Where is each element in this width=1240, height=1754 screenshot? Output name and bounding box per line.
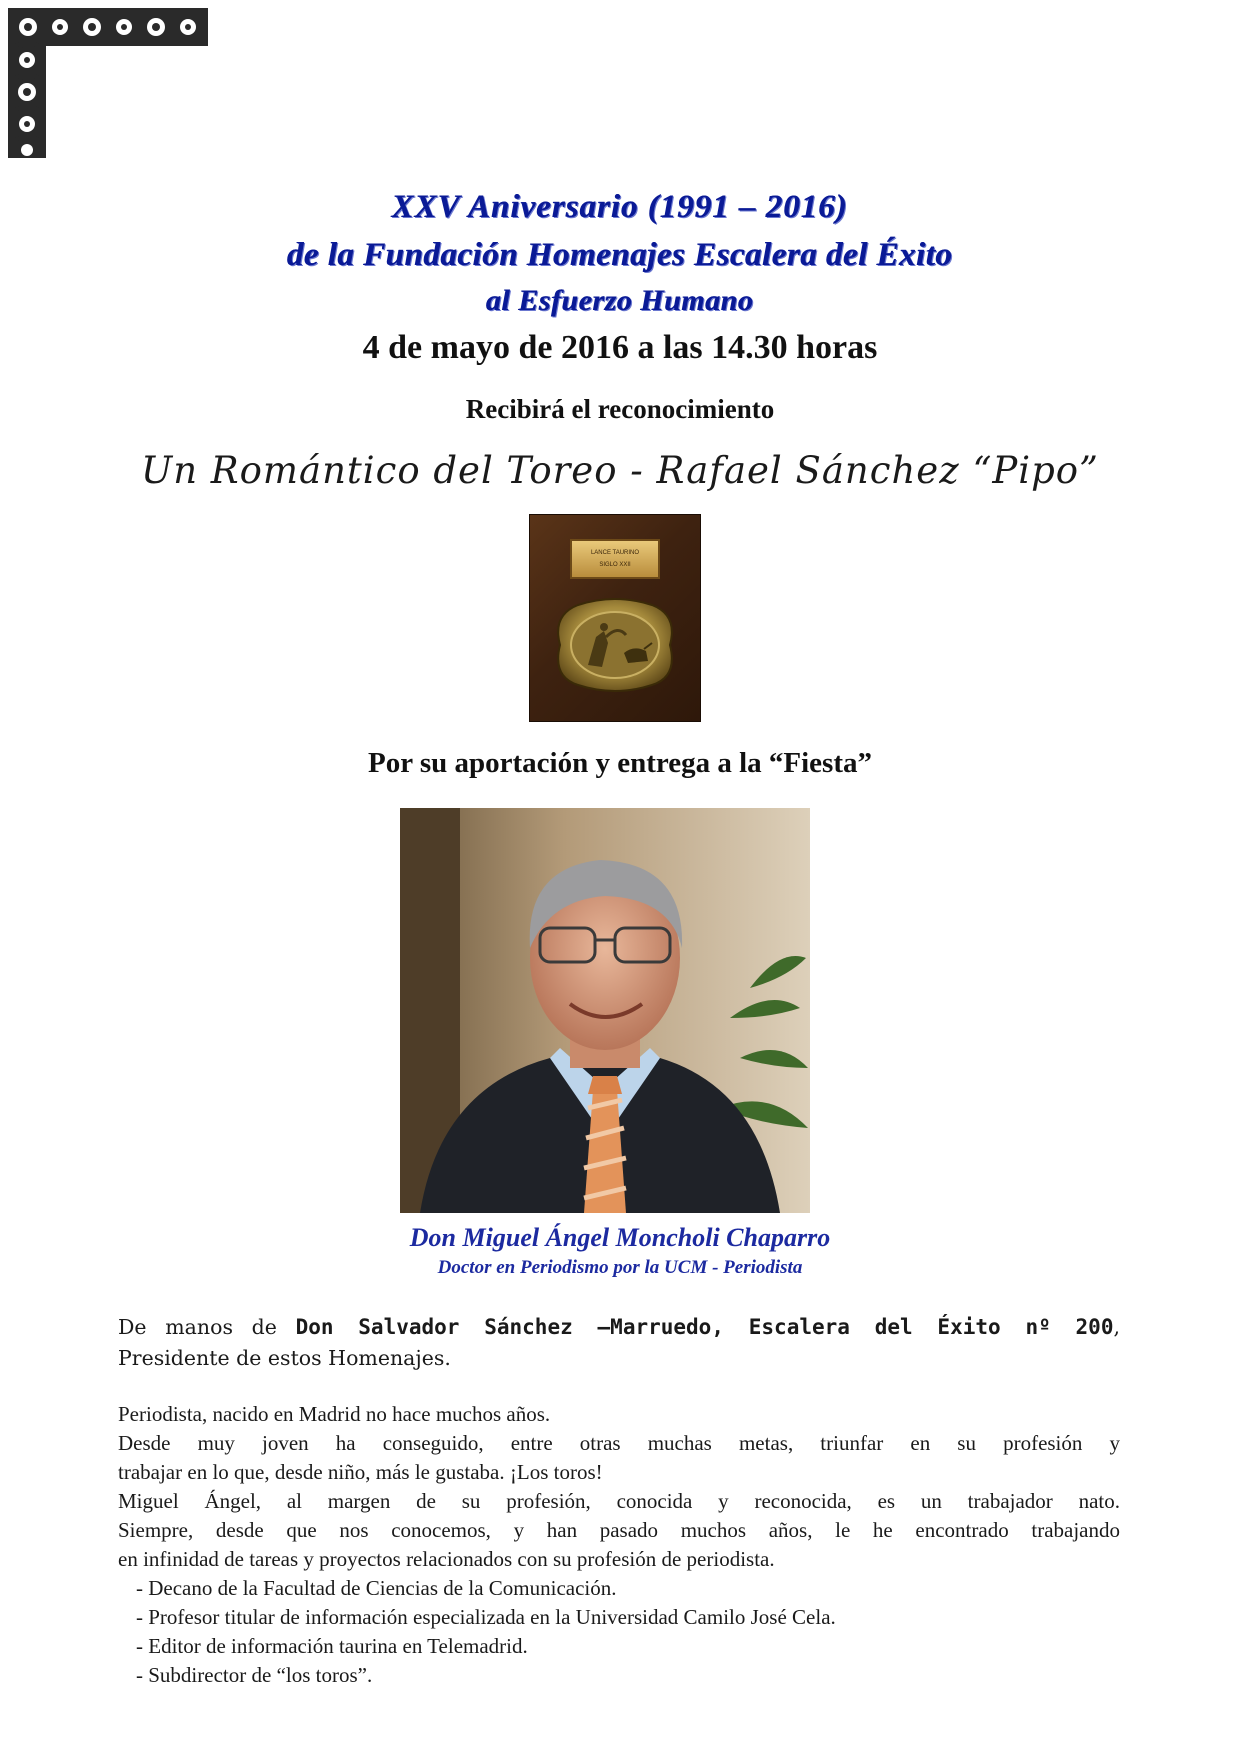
- presenter-prefix: De manos de: [118, 1315, 296, 1339]
- portrait-photo: [400, 808, 810, 1213]
- bio-paragraph-1: Periodista, nacido en Madrid no hace muchos años.: [118, 1402, 551, 1426]
- honoree-name: Don Miguel Ángel Moncholi Chaparro: [409, 1223, 831, 1252]
- header-line-2: de la Fundación Homenajes Escalera del Éxito: [287, 237, 953, 273]
- bio-paragraph-3c: en infinidad de tareas y proyectos relacionados con su profesión de periodista.: [118, 1547, 775, 1571]
- presenter-line: [118, 1312, 1120, 1343]
- bio-paragraph-2b: trabajar en lo que, desde niño, más le gustaba. ¡Los toros!: [118, 1460, 603, 1484]
- plaque-tag-line-1: LANCE TAURINO: [590, 550, 640, 556]
- presenter-role: Presidente de estos Homenajes.: [118, 1346, 451, 1370]
- bullfight-medal-icon: [548, 595, 682, 695]
- bio-paragraph-2a: Desde muy joven ha conseguido, entre otras muchas metas, triunfar en su profesión y: [118, 1431, 1120, 1455]
- positions-list: [118, 1574, 1120, 1690]
- bio-paragraph-3b: Siempre, desde que nos conocemos, y han pasado muchos años, le he encontrado trabajando: [118, 1518, 1120, 1542]
- presenter-name: Don Salvador Sánchez –Marruedo, Escalera del Éxito nº 200: [295, 1315, 1114, 1339]
- bio-paragraph-3a: Miguel Ángel, al margen de su profesión, conocida y reconocida, es un trabajador nato.: [118, 1489, 1120, 1513]
- list-item: - Subdirector de “los toros”.: [136, 1661, 1120, 1690]
- list-item: - Profesor titular de información especializada en la Universidad Camilo José Cela.: [136, 1603, 1120, 1632]
- award-name: Un Romántico del Toreo - Rafael Sánchez “Pipo”: [141, 449, 1099, 492]
- award-plaque-image: [529, 514, 701, 722]
- plaque-tag: [570, 539, 660, 579]
- body-text: [118, 1312, 1120, 1690]
- plaque-tag-line-2: SIGLO XXII: [599, 562, 631, 568]
- list-item: - Decano de la Facultad de Ciencias de la Comunicación.: [136, 1574, 1120, 1603]
- dedication-heading: Por su aportación y entrega a la “Fiesta”: [368, 747, 872, 779]
- presenter-suffix: ,: [1113, 1315, 1120, 1339]
- honoree-title: Doctor en Periodismo por la UCM - Periodista: [437, 1257, 803, 1278]
- corner-ornament: [0, 0, 215, 165]
- header-line-1: XXV Aniversario (1991 – 2016): [391, 189, 849, 225]
- header-line-3: al Esfuerzo Humano: [486, 284, 754, 317]
- event-date: 4 de mayo de 2016 a las 14.30 horas: [362, 329, 878, 366]
- list-item: - Editor de información taurina en Telemadrid.: [136, 1632, 1120, 1661]
- recognition-intro: Recibirá el reconocimiento: [465, 394, 775, 424]
- anniversary-header: [0, 185, 1240, 321]
